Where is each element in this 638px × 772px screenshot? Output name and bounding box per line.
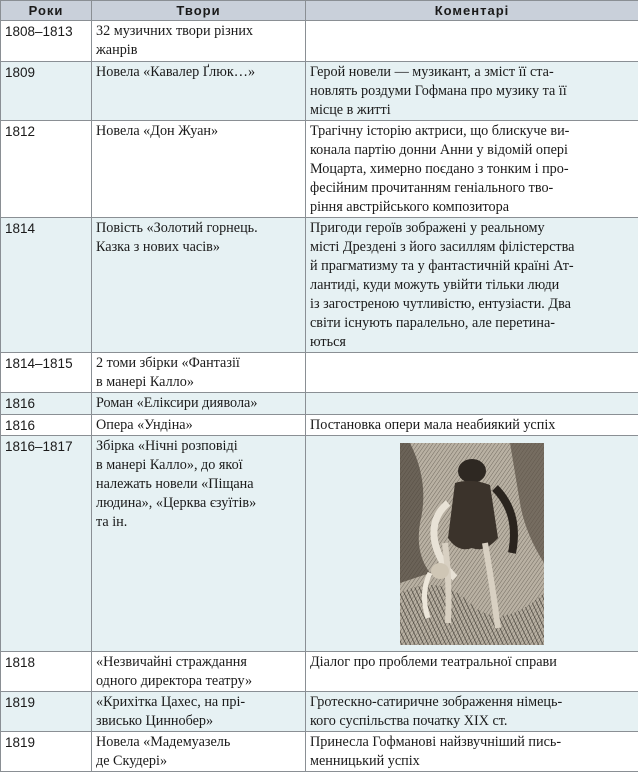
comment-cell: Постановка опери мала неабиякий успіх: [306, 415, 638, 436]
comment-cell: [306, 393, 638, 415]
comment-cell: [306, 353, 638, 393]
work-cell: «Крихітка Цахес, на прі- звисько Циннобер»: [92, 692, 306, 732]
year-cell: 1814: [1, 218, 92, 353]
illustration-cell: [306, 436, 638, 652]
work-cell: Опера «Ундіна»: [92, 415, 306, 436]
work-cell: «Незвичайні страждання одного директора театру»: [92, 652, 306, 692]
comment-cell: Принесла Гофманові найзвучніший пись- менницький успіх: [306, 732, 638, 772]
year-cell: 1816–1817: [1, 436, 92, 652]
table-row: [1, 652, 638, 692]
header-comments: Коментарі: [306, 1, 638, 21]
comment-cell: Трагічну історію актриси, що блискуче ви- конала партію донни Анни у відомій опері Моцарта, химерно поєдано з тонким і про- фесійним прочитанням геніального тво- ріння австрійського композитора: [306, 121, 638, 218]
table-row: [1, 415, 638, 436]
work-cell: Роман «Еліксири диявола»: [92, 393, 306, 415]
work-cell: Новела «Дон Жуан»: [92, 121, 306, 218]
comment-cell: Пригоди героїв зображені у реальному місті Дрездені з його засиллям філістерства й прагматизму та у фантастичній країні Ат- лантиді, куди можуть увійти тільки люди із загостреною чутливістю, ентузіасти. Два світи існують паралельно, але перетина- ються: [306, 218, 638, 353]
comment-cell: Гротескно-сатиричне зображення німець- кого суспільства початку XIX ст.: [306, 692, 638, 732]
table-row: [1, 21, 638, 62]
table-row: [1, 732, 638, 772]
work-cell: 2 томи збірки «Фантазії в манері Калло»: [92, 353, 306, 393]
table-row: [1, 121, 638, 218]
table-row: [1, 692, 638, 732]
table-row: [1, 62, 638, 121]
table-row: [1, 436, 638, 652]
work-cell: 32 музичних твори різних жанрів: [92, 21, 306, 62]
year-cell: 1818: [1, 652, 92, 692]
table-row: [1, 353, 638, 393]
work-cell: Повість «Золотий горнець. Казка з нових часів»: [92, 218, 306, 353]
work-cell: Збірка «Нічні розповіді в манері Калло», до якої належать новели «Піщана людина», «Церква єзуїтів» та ін.: [92, 436, 306, 652]
year-cell: 1819: [1, 692, 92, 732]
header-works: Твори: [92, 1, 306, 21]
work-cell: Новела «Кавалер Ґлюк…»: [92, 62, 306, 121]
etching-illustration: [400, 443, 544, 645]
year-cell: 1814–1815: [1, 353, 92, 393]
table-row: [1, 218, 638, 353]
table-row: [1, 393, 638, 415]
year-cell: 1819: [1, 732, 92, 772]
comment-cell: [306, 21, 638, 62]
work-cell: Новела «Мадемуазель де Скудері»: [92, 732, 306, 772]
year-cell: 1809: [1, 62, 92, 121]
comment-cell: Герой новели — музикант, а зміст її ста- новлять роздуми Гофмана про музику та її місце в житті: [306, 62, 638, 121]
comment-cell: Діалог про проблеми театральної справи: [306, 652, 638, 692]
year-cell: 1816: [1, 415, 92, 436]
header-row: [1, 1, 638, 21]
year-cell: 1812: [1, 121, 92, 218]
year-cell: 1816: [1, 393, 92, 415]
header-years: Роки: [1, 1, 92, 21]
year-cell: 1808–1813: [1, 21, 92, 62]
